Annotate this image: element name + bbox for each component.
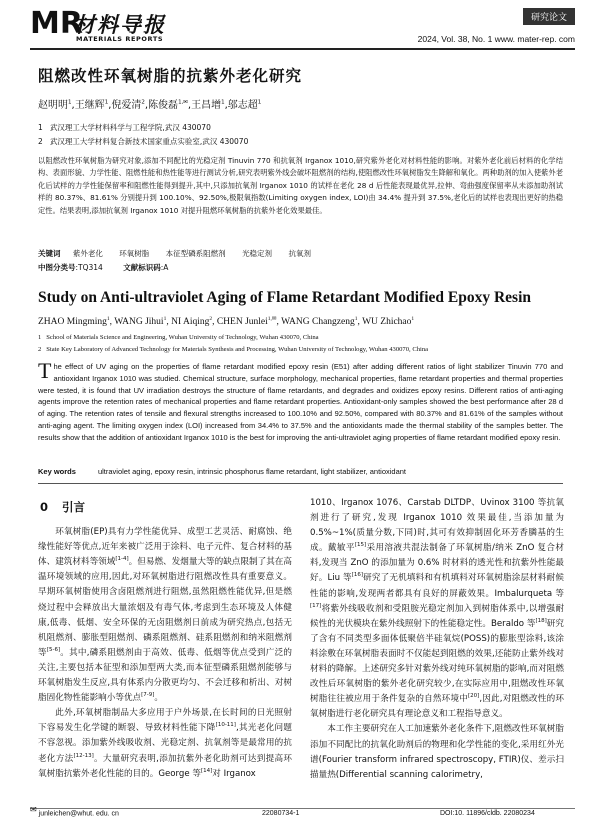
footer-divider: [30, 808, 575, 809]
body-column-left: [38, 500, 292, 782]
paper-title-en: Study on Anti-ultraviolet Aging of Flame Retardant Modified Epoxy Resin: [38, 289, 532, 306]
journal-name-en: MATERIALS REPORTS: [76, 35, 164, 43]
body-column-right: [310, 496, 564, 783]
body-paragraph: 此外,环氧树脂制品大多应用于户外场景,在长时间的日光照射下容易发生化学键的断裂、导致材料性能下降[10-11],其光老化问题不容忽视。添加紫外线吸收剂、光稳定剂、抗氧剂等是最常用的抗老化方法[12-13]。大量研究表明,添加抗紫外老化助剂可达到提高环氧树脂抗紫外老化性能的目的。George 等[14]对 Irganox: [38, 708, 292, 779]
keyword: 光稳定剂: [242, 249, 273, 258]
section-heading: 0 引言: [40, 500, 86, 514]
citation: [14]: [200, 767, 213, 774]
author-name: 邬志超: [227, 100, 258, 111]
affiliation-cn-1: 1 武汉理工大学材料科学与工程学院,武汉 430070: [38, 123, 211, 132]
logo-letters: MR: [30, 6, 83, 41]
citation: [18]: [535, 617, 547, 624]
paper-title-cn: 阻燃改性环氧树脂的抗紫外老化研究: [38, 67, 303, 85]
keywords-cn: 关键词 紫外老化 环氧树脂 本征型磷系阻燃剂 光稳定剂 抗氧剂: [38, 249, 311, 258]
citation: [12-13]: [73, 752, 94, 759]
author-name: 倪爱清: [111, 100, 142, 111]
journal-header: [30, 6, 575, 48]
body-paragraph: 1010、Irganox 1076、Carstab DLTDP、Uvinox 3100 等抗氧剂进行了研究,发现 Irganox 1010 效果最佳,当添加量为 0.5%~1%(质量分数,下同)时,其可有效抑制固化环芳香膦基的生成。戴敏平[15]采用溶液共混法制备了环氧树脂/纳米 ZnO 复合材料,发现当 ZnO 的添加量为 0.6% 时材料的透光性和抗紫外性能最好。Liu 等[16]研究了无机填料和有机填料对环氧树脂涂层材料耐候性能的影响,发现两者都具有良好的屏蔽效果。Imbalurqueta 等[17]将紫外线吸收剂和受阻胺光稳定剂加入到树脂体系中,以增强耐候性的光伏模块在紫外线照射下的性能稳定性。Beraldo 等[18]研究了含有不同类型多面体低聚倍半硅氧烷(POSS)的膨胀型涂料,该涂料涂敷在环氧树脂表面时不仅能起到阻燃的效果,还能防止紫外线对材料的降解。上述研究多针对紫外线对纯环氧树脂的影响,而对阻燃改性后环氧树脂的紫外老化研究较少,在实际应用中,阻燃改性环氧树脂往往被应用于条件复杂的自然环境中[20],因此,对阻燃改性的环氧树脂进行老化研究具有理论意义和工程指导意义。: [310, 498, 564, 720]
abstract-en: The effect of UV aging on the properties of flame retardant modified epoxy resin (E51) after adding different ratios of light stabilizer Tinuvin 770 and antioxidant Irganox 1010 was studied. Chemical structure, surface morphology, mechanical properties, flame retardant properties and thermal properties were tested, it is found that UV irradiation destroys the structure of flame retardants, and degrades and oxidizes epoxy resins. Different ratios of anti-aging agents improve the retention rates of mechanical properties and flame retardant properties. Antioxidant-only samples showed the best performance after 28 d of aging. The retention rates of tensile and flexural strengths increased to 100.10% and 92.50%, compared with 80.37% and 81.61% of the samples without anti-aging agent. The limiting oxygen index (LOI) increased from 34.4% to 37.5% and the antioxidants made the thermal stability of the samples better. The results show that the addition of antioxidant Irganox 1010 is the best for improving the anti-ultraviolet aging properties of flame retardant modified epoxy resin.: [38, 358, 563, 442]
citation: [15]: [354, 542, 367, 549]
citation: [7-9]: [141, 692, 155, 699]
affiliation-cn-2: 2 武汉理工大学材料复合新技术国家重点实验室,武汉 430070: [38, 137, 249, 146]
citation: [16]: [351, 572, 364, 579]
volume-line: 2024, Vol. 38, No. 1 www. mater-rep. com: [417, 34, 575, 44]
corresponding-email: ✉ junleichen@whut. edu. cn: [30, 805, 119, 818]
drop-cap: T: [38, 358, 52, 383]
doi: DOI:10. 11896/cldb. 22080234: [440, 810, 535, 817]
author-name: NI Aiqing: [171, 317, 210, 327]
affiliation-en-1: 1 School of Materials Science and Engineering, Wuhan University of Technology, Wuhan 430070, China: [38, 334, 319, 341]
front-matter-divider: [38, 483, 563, 484]
author-list-en: ZHAO Mingming$^1$, WANG Jihui$^1$, NI Aiqing$^2$, CHEN Junlei$^{1,✉}$, WANG Changzeng$^1$, WU Zhichao$^1$: [38, 315, 415, 327]
citation: [5-6]: [46, 646, 61, 653]
author-name: WU Zhichao: [362, 317, 412, 327]
author-name: 王继辉: [74, 100, 105, 111]
journal-logo-icon: [30, 6, 83, 41]
keyword: 本征型磷系阻燃剂: [165, 249, 226, 258]
keyword: 紫外老化: [72, 249, 103, 258]
author-name: 赵明明: [38, 100, 68, 111]
article-number: 22080734-1: [262, 810, 300, 817]
body-paragraph: 环氧树脂(EP)具有力学性能优异、成型工艺灵活、耐腐蚀、绝缘性能好等优点,近年来被广泛用于涂料、电子元件、复合材料的基体、建筑材料等领域[1-4]。但易燃、发烟量大等的缺点限制了其在高温环境领域的应用,因此,对环氧树脂进行阻燃改性具有重要意义。早期环氧树脂使用含卤阻燃剂进行阻燃,虽然阻燃性能优异,但是燃烧过程中会释放出大量浓烟及有毒气体,考虑到生态环境及人体健康,低毒、低烟、安全环保的无卤阻燃剂日前成为研究热点,包括无机阻燃剂、膨胀型阻燃剂、磷系阻燃剂、硅系阻燃剂和纳米阻燃剂等[5-6]。其中,磷系阻燃剂由于高效、低毒、低烟等优点受到广泛的关注,主要包括本征型和添加型两大类,而本征型磷系阻燃剂能够与环氧树脂发生反应,具有体系内分散更均匀、不会迁移和析出、对树脂固化物性能影响小等优点[7-9]。: [38, 527, 292, 704]
affiliation-en-2: 2 State Key Laboratory of Advanced Technology for Materials Synthesis and Processing, Wuhan University of Technology, Wuhan 430070, China: [38, 346, 429, 353]
journal-name-cn: 材料导报: [74, 12, 166, 37]
keyword: 抗氧剂: [288, 249, 311, 258]
header-divider: [30, 48, 575, 50]
envelope-icon: ✉: [30, 805, 37, 814]
citation: [20]: [468, 693, 480, 700]
section-tag: 研究论文: [523, 8, 575, 25]
author-name: CHEN Junlei: [216, 317, 268, 327]
citation: [17]: [310, 602, 322, 609]
keywords-en: Key words ultraviolet aging, epoxy resin, intrinsic phosphorus flame retardant, light stabilizer, antioxidant: [38, 467, 407, 476]
author-name: ZHAO Mingming: [38, 317, 107, 327]
author-name: 王昌增: [191, 100, 222, 111]
keyword: 环氧树脂: [119, 249, 150, 258]
author-name: WANG Jihui: [114, 317, 164, 327]
classification-line: 中图分类号:TQ314 文献标识码:A: [38, 263, 169, 272]
citation: [10-11]: [215, 722, 236, 729]
body-paragraph: 本工作主要研究在人工加速紫外老化条件下,阻燃改性环氧树脂添加不同配比的抗氧化助剂后的物理和化学性能的变化,采用红外光谱(Fourier transform infrared spectroscopy, FTIR)仪、差示扫描量热(Differential scanning calorimetry,: [310, 724, 564, 780]
citation: [1-4]: [115, 556, 129, 563]
author-list-cn: 赵明明$^1$,王继辉$^1$,倪爱清$^2$,陈俊磊$^{1,✉}$,王昌增$^1$,邬志超$^1$: [38, 99, 262, 111]
abstract-cn: 以阻燃改性环氧树脂为研究对象,添加不同配比的光稳定剂 Tinuvin 770 和抗氧剂 Irganox 1010,研究紫外老化对材料性能的影响。对紫外老化前后材料的化学结构、表面形貌、力学性能、阻燃性能和热性能等进行测试分析,研究表明紫外线会破坏阻燃剂的结构,使阻燃改性环氧树脂发生降解和氧化。两种助剂的加入使紫外老化后试样的力学性能保留率和阻燃性能得到提升,其中,只添加抗氧剂 Irganox 1010 的试样在老化 28 d 后性能表现最优异,拉伸、弯曲强度保留率从未添加助剂试样的 80.37%、81.61% 分别提升到 100.10%、92.50%,极限氧指数(Limiting oxygen index, LOI)由 34.4% 提升到 37.5%,老化后的试样也表现出更好的热稳定性。结果表明,添加抗氧剂 Irganox 1010 对提升阻燃环氧树脂的抗紫外老化效果最佳。: [38, 156, 563, 215]
author-name: 陈俊磊: [148, 100, 179, 111]
author-name: WANG Changzeng: [281, 317, 355, 327]
